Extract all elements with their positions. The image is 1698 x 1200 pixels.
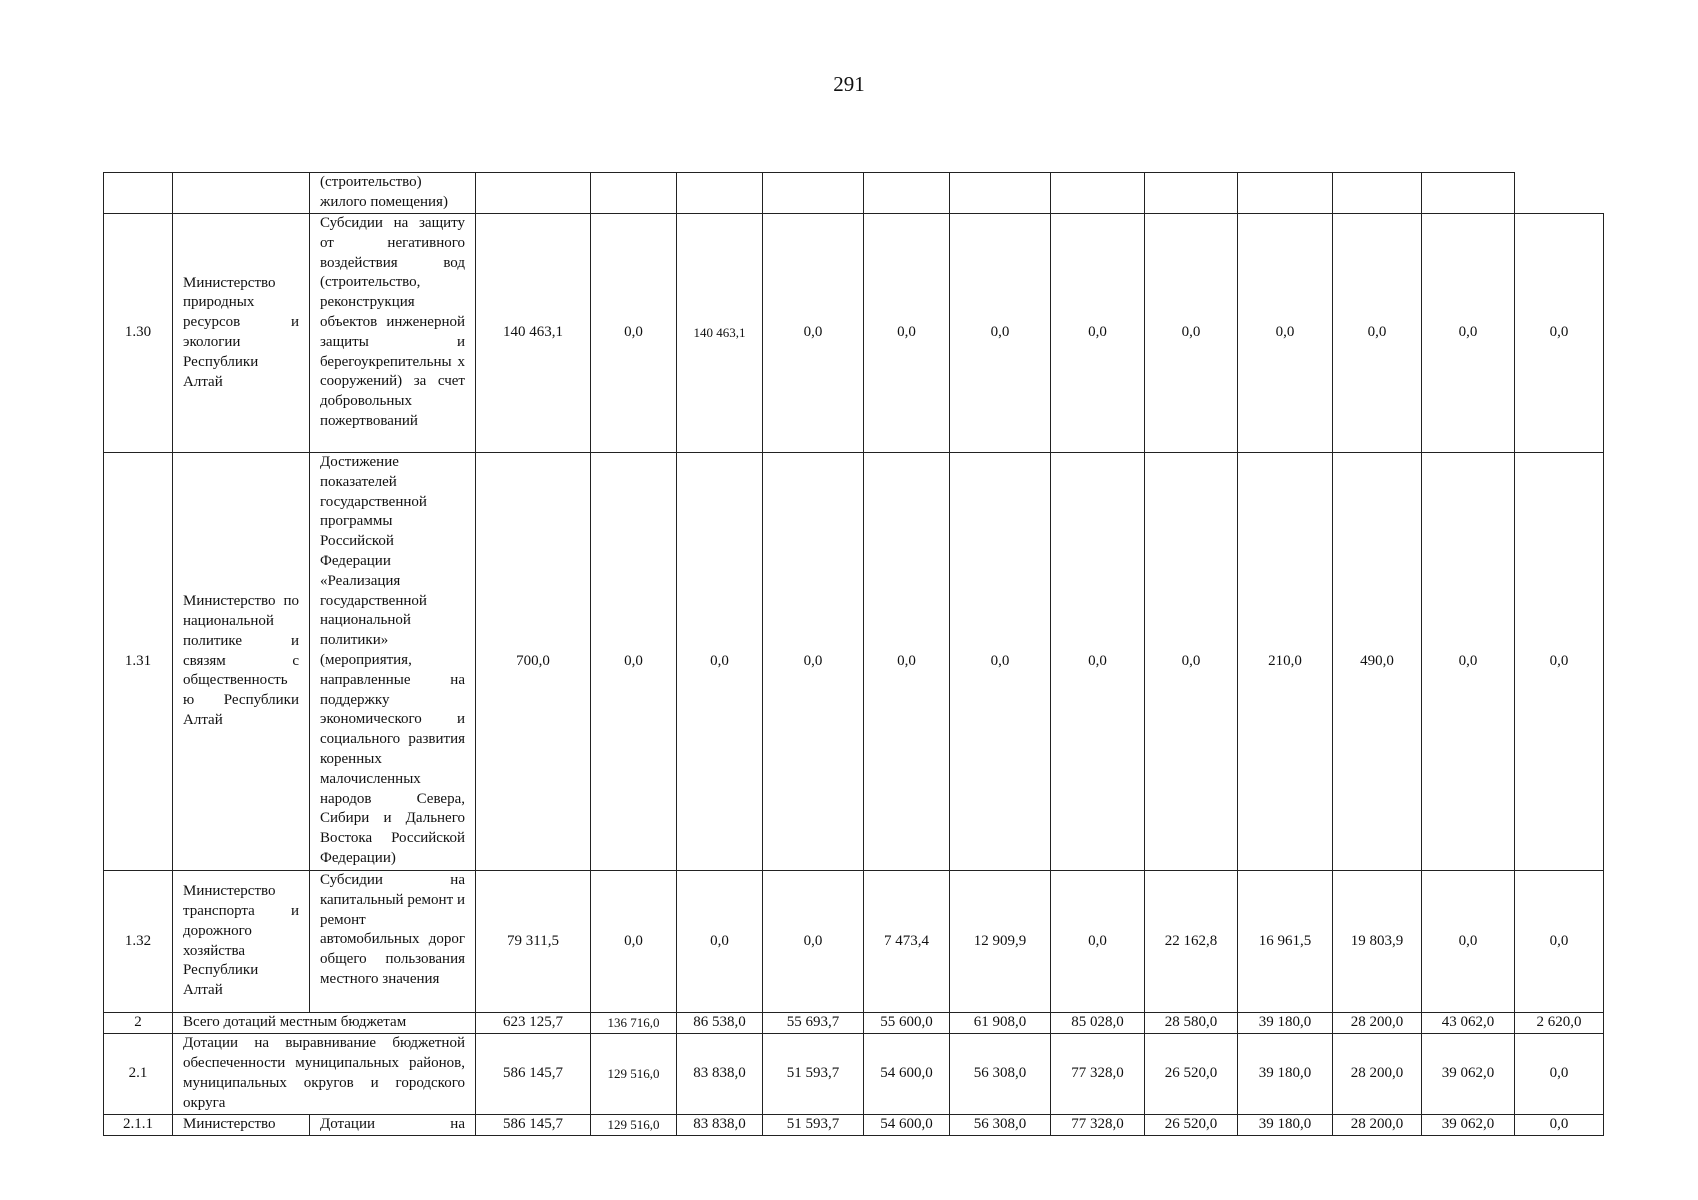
value-cell (1422, 173, 1515, 214)
row-label: Всего дотаций местным бюджетам (173, 1013, 476, 1034)
value-cell: 39 062,0 (1422, 1034, 1515, 1115)
description-cell: Субсидии на защиту от негативного воздействия вод (строительство, реконструкция объектов инженерной защиты и берегоукрепительны х сооружений) за счет добровольных пожертвований (310, 214, 476, 453)
value-cell: 39 062,0 (1422, 1115, 1515, 1136)
value-cell: 51 593,7 (763, 1034, 864, 1115)
value-cell: 0,0 (1515, 1115, 1604, 1136)
value-cell: 22 162,8 (1145, 871, 1238, 1013)
value-cell: 0,0 (1333, 214, 1422, 453)
value-cell: 7 473,4 (864, 871, 950, 1013)
value-cell: 83 838,0 (677, 1115, 763, 1136)
value-cell (950, 173, 1051, 214)
value-cell: 0,0 (950, 214, 1051, 453)
value-cell: 0,0 (677, 453, 763, 871)
value-cell (1145, 173, 1238, 214)
value-cell: 28 580,0 (1145, 1013, 1238, 1034)
value-cell: 0,0 (763, 453, 864, 871)
value-cell: 0,0 (763, 871, 864, 1013)
value-cell: 0,0 (1422, 214, 1515, 453)
value-cell: 0,0 (1515, 871, 1604, 1013)
value-cell: 0,0 (1051, 214, 1145, 453)
value-cell: 140 463,1 (476, 214, 591, 453)
description-cell: Субсидии на капитальный ремонт и ремонт автомобильных дорог общего пользования местного значения (310, 871, 476, 1013)
value-cell: 490,0 (1333, 453, 1422, 871)
row-number (104, 173, 173, 214)
row-number: 1.32 (104, 871, 173, 1013)
value-cell: 79 311,5 (476, 871, 591, 1013)
row-number: 2.1 (104, 1034, 173, 1115)
value-cell: 0,0 (1422, 453, 1515, 871)
value-cell (1051, 173, 1145, 214)
table-row (104, 1115, 1604, 1136)
value-cell (864, 173, 950, 214)
value-cell: 0,0 (591, 453, 677, 871)
value-cell: 0,0 (591, 214, 677, 453)
page-number: 291 (833, 72, 865, 96)
value-cell: 0,0 (1515, 453, 1604, 871)
value-cell: 28 200,0 (1333, 1034, 1422, 1115)
value-cell (1238, 173, 1333, 214)
description-cell: (строительство) жилого помещения) (310, 173, 476, 214)
value-cell: 43 062,0 (1422, 1013, 1515, 1034)
value-cell: 55 693,7 (763, 1013, 864, 1034)
organization-cell: Министерство по национальной политике и связям с общественность ю Республики Алтай (173, 453, 310, 871)
value-cell: 12 909,9 (950, 871, 1051, 1013)
value-cell (1333, 173, 1422, 214)
organization-cell: Министерство (173, 1115, 310, 1136)
value-cell: 55 600,0 (864, 1013, 950, 1034)
value-cell: 0,0 (1515, 1034, 1604, 1115)
value-cell: 0,0 (763, 214, 864, 453)
table-row (104, 1034, 1604, 1115)
value-cell: 700,0 (476, 453, 591, 871)
value-cell: 77 328,0 (1051, 1115, 1145, 1136)
organization-cell: Министерство природных ресурсов и экологии Республики Алтай (173, 214, 310, 453)
description-cell: Достижение показателей государственной программы Российской Федерации «Реализация государственной национальной политики» (мероприятия, направленные на поддержку экономического и социального развития коренных малочисленных народов Севера, Сибири и Дальнего Востока Российской Федерации) (310, 453, 476, 871)
value-cell: 39 180,0 (1238, 1115, 1333, 1136)
value-cell: 56 308,0 (950, 1115, 1051, 1136)
description-cell: Дотации на (310, 1115, 476, 1136)
value-cell: 39 180,0 (1238, 1034, 1333, 1115)
value-cell: 0,0 (950, 453, 1051, 871)
value-cell: 0,0 (677, 871, 763, 1013)
value-cell: 85 028,0 (1051, 1013, 1145, 1034)
value-cell: 129 516,0 (591, 1115, 677, 1136)
value-cell: 586 145,7 (476, 1115, 591, 1136)
value-cell: 77 328,0 (1051, 1034, 1145, 1115)
value-cell: 54 600,0 (864, 1115, 950, 1136)
row-number: 1.31 (104, 453, 173, 871)
value-cell: 0,0 (1051, 453, 1145, 871)
value-cell (677, 173, 763, 214)
value-cell: 56 308,0 (950, 1034, 1051, 1115)
value-cell: 61 908,0 (950, 1013, 1051, 1034)
organization-cell: Министерство транспорта и дорожного хозяйства Республики Алтай (173, 871, 310, 1013)
value-cell: 26 520,0 (1145, 1034, 1238, 1115)
row-number: 2 (104, 1013, 173, 1034)
value-cell (476, 173, 591, 214)
value-cell: 54 600,0 (864, 1034, 950, 1115)
value-cell (591, 173, 677, 214)
value-cell: 86 538,0 (677, 1013, 763, 1034)
value-cell: 19 803,9 (1333, 871, 1422, 1013)
row-number: 2.1.1 (104, 1115, 173, 1136)
value-cell: 39 180,0 (1238, 1013, 1333, 1034)
value-cell: 0,0 (1238, 214, 1333, 453)
table-row (104, 453, 1604, 871)
value-cell: 0,0 (1145, 453, 1238, 871)
row-label: Дотации на выравнивание бюджетной обеспеченности муниципальных районов, муниципальных округов и городского округа (173, 1034, 476, 1115)
value-cell: 0,0 (1145, 214, 1238, 453)
value-cell: 0,0 (591, 871, 677, 1013)
value-cell: 0,0 (1051, 871, 1145, 1013)
row-number: 1.30 (104, 214, 173, 453)
value-cell: 210,0 (1238, 453, 1333, 871)
value-cell: 0,0 (864, 214, 950, 453)
table-row (104, 173, 1604, 214)
value-cell: 0,0 (864, 453, 950, 871)
value-cell: 2 620,0 (1515, 1013, 1604, 1034)
organization-cell (173, 173, 310, 214)
value-cell: 16 961,5 (1238, 871, 1333, 1013)
value-cell: 0,0 (1515, 214, 1604, 453)
table-row (104, 871, 1604, 1013)
table-row (104, 214, 1604, 453)
value-cell: 51 593,7 (763, 1115, 864, 1136)
value-cell: 0,0 (1422, 871, 1515, 1013)
value-cell: 140 463,1 (677, 214, 763, 453)
table-row (104, 1013, 1604, 1034)
value-cell (763, 173, 864, 214)
value-cell: 83 838,0 (677, 1034, 763, 1115)
value-cell: 28 200,0 (1333, 1013, 1422, 1034)
value-cell: 28 200,0 (1333, 1115, 1422, 1136)
value-cell: 623 125,7 (476, 1013, 591, 1034)
value-cell: 136 716,0 (591, 1013, 677, 1034)
value-cell: 586 145,7 (476, 1034, 591, 1115)
value-cell: 26 520,0 (1145, 1115, 1238, 1136)
budget-table (103, 172, 1604, 1136)
value-cell: 129 516,0 (591, 1034, 677, 1115)
